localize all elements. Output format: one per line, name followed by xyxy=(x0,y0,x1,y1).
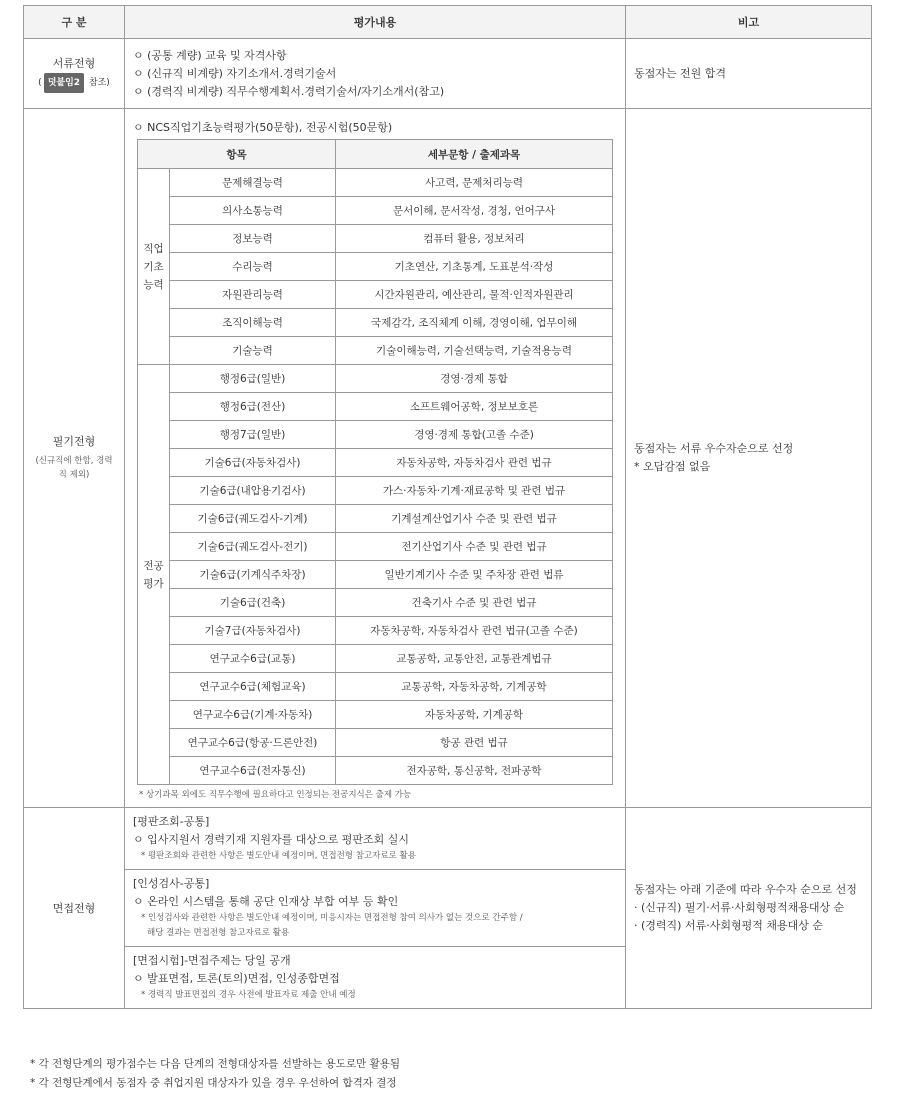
subject-detail: 문서이해, 문서작성, 경청, 언어구사 xyxy=(336,197,613,225)
header-remark: 비고 xyxy=(626,6,872,39)
subject-detail: 국제감각, 조직체계 이해, 경영이해, 업무이해 xyxy=(336,309,613,337)
document-bullet: ㅇ (경력직 비계량) 직무수행계획서.경력기술서/자기소개서(참고) xyxy=(133,84,445,98)
subject-row xyxy=(138,393,613,421)
subject-detail: 가스·자동차·기계·재료공학 및 관련 법규 xyxy=(336,477,613,505)
subject-row xyxy=(138,561,613,589)
exam-subject-table xyxy=(137,139,613,785)
interview-section-note: * 경력직 발표면접의 경우 사전에 발표자료 제출 안내 예정 xyxy=(141,990,356,1000)
subject-detail: 사고력, 문제처리능력 xyxy=(336,169,613,197)
subject-row xyxy=(138,673,613,701)
written-stage-sub: (신규직에 한함, 경력직 제외) xyxy=(35,456,113,480)
subject-item: 연구교수6급(항공·드론안전) xyxy=(170,729,336,757)
subject-item: 기술능력 xyxy=(170,337,336,365)
subject-row xyxy=(138,645,613,673)
interview-section-head: [평판조회-공통] xyxy=(133,815,210,828)
interview-section xyxy=(125,870,625,947)
ref-prefix: ( xyxy=(38,77,42,88)
subject-item: 기술6급(궤도검사-전기) xyxy=(170,533,336,561)
interview-content-cell xyxy=(125,808,626,1009)
interview-stage-cell xyxy=(24,808,125,1009)
written-remark-cell xyxy=(626,109,872,808)
subject-row xyxy=(138,757,613,785)
written-remark-2: * 오답감점 없음 xyxy=(634,460,711,473)
subject-item: 기술7급(자동차검사) xyxy=(170,617,336,645)
subject-row xyxy=(138,225,613,253)
subject-row xyxy=(138,701,613,729)
header-category: 구 분 xyxy=(24,6,125,39)
subject-row xyxy=(138,169,613,197)
subject-item: 기술6급(건축) xyxy=(170,589,336,617)
interview-remark-3: · (경력직) 서류·사회형평적 채용대상 순 xyxy=(634,919,823,932)
major-group-label: 전공 평가 xyxy=(138,365,170,785)
subject-row xyxy=(138,533,613,561)
subject-row xyxy=(138,617,613,645)
subject-item: 기술6급(내압용기검사) xyxy=(170,477,336,505)
subject-item: 연구교수6급(기계·자동차) xyxy=(170,701,336,729)
interview-section-head: [인성검사-공통] xyxy=(133,877,210,890)
subject-header-item: 항목 xyxy=(138,140,336,169)
subject-item: 기술6급(자동차검사) xyxy=(170,449,336,477)
subject-header-detail: 세부문항 / 출제과목 xyxy=(336,140,613,169)
subject-detail: 전기산업기사 수준 및 관련 법규 xyxy=(336,533,613,561)
subject-row xyxy=(138,729,613,757)
subject-detail: 교통공학, 교통안전, 교통관계법규 xyxy=(336,645,613,673)
subject-detail: 컴퓨터 활용, 정보처리 xyxy=(336,225,613,253)
interview-section xyxy=(125,947,625,1008)
subject-item: 수리능력 xyxy=(170,253,336,281)
written-stage-title: 필기전형 xyxy=(52,435,96,448)
subject-item: 연구교수6급(전자통신) xyxy=(170,757,336,785)
written-intro: ㅇ NCS직업기초능력평가(50문항), 전공시험(50문항) xyxy=(133,121,393,134)
subject-row xyxy=(138,253,613,281)
subject-detail: 경영·경제 통합 xyxy=(336,365,613,393)
subject-item: 문제해결능력 xyxy=(170,169,336,197)
subject-detail: 자동차공학, 자동차검사 관련 법규(고졸 수준) xyxy=(336,617,613,645)
subject-item: 조직이해능력 xyxy=(170,309,336,337)
subject-row xyxy=(138,477,613,505)
subject-item: 연구교수6급(교통) xyxy=(170,645,336,673)
subject-item: 기술6급(기계식주차장) xyxy=(170,561,336,589)
document-bullet: ㅇ (공통 계량) 교육 및 자격사항 xyxy=(133,48,287,62)
subject-detail: 경영·경제 통합(고졸 수준) xyxy=(336,421,613,449)
subject-row xyxy=(138,589,613,617)
interview-section-bullet: ㅇ 입사지원서 경력기재 지원자를 대상으로 평판조회 실시 xyxy=(133,833,410,846)
subject-row xyxy=(138,505,613,533)
written-content-cell xyxy=(125,109,626,808)
subject-item: 행정6급(전산) xyxy=(170,393,336,421)
subject-item: 자원관리능력 xyxy=(170,281,336,309)
attachment-badge[interactable]: 덧붙임2 xyxy=(44,73,84,93)
document-stage-title: 서류전형 xyxy=(52,56,96,70)
written-stage-cell xyxy=(24,109,125,808)
interview-section-note: * 인성검사와 관련한 사항은 별도안내 예정이며, 미응시자는 면접전형 참여 의사가 없는 것으로 간주함 / xyxy=(141,913,523,923)
footnote: * 각 전형단계에서 동점자 중 취업지원 대상자가 있을 경우 우선하여 합격자 결정 xyxy=(30,1077,397,1089)
subject-row xyxy=(138,421,613,449)
table-header-row xyxy=(24,6,872,39)
subject-row xyxy=(138,309,613,337)
subject-item: 행정7급(일반) xyxy=(170,421,336,449)
interview-stage-row xyxy=(24,808,872,1009)
document-content-cell xyxy=(125,39,626,109)
document-stage-row xyxy=(24,39,872,109)
written-note: * 상기과목 외에도 직무수행에 필요하다고 인정되는 전공지식은 출제 가능 xyxy=(139,790,412,800)
subject-detail: 일반기계기사 수준 및 주차장 관련 법류 xyxy=(336,561,613,589)
subject-row xyxy=(138,337,613,365)
ncs-group-label: 직업 기초 능력 xyxy=(138,169,170,365)
interview-stage-title: 면접전형 xyxy=(52,902,96,915)
subject-item: 의사소통능력 xyxy=(170,197,336,225)
subject-detail: 건축기사 수준 및 관련 법규 xyxy=(336,589,613,617)
footnote: * 각 전형단계의 평가점수는 다음 단계의 전형대상자를 선발하는 용도로만 활용됨 xyxy=(30,1058,401,1070)
document-stage-cell xyxy=(24,39,125,109)
interview-section-head: [면접시험]-면접주제는 당일 공개 xyxy=(133,954,291,967)
subject-detail: 항공 관련 법규 xyxy=(336,729,613,757)
interview-section-note: 해당 결과는 면접전형 참고자료로 활용 xyxy=(147,928,290,938)
subject-item: 연구교수6급(체험교육) xyxy=(170,673,336,701)
subject-detail: 전자공학, 통신공학, 전파공학 xyxy=(336,757,613,785)
subject-row xyxy=(138,449,613,477)
interview-section-bullet: ㅇ 온라인 시스템을 통해 공단 인재상 부합 여부 등 확인 xyxy=(133,895,399,908)
document-ref xyxy=(24,73,124,93)
written-stage-row xyxy=(24,109,872,808)
interview-section-bullet: ㅇ 발표면접, 토론(토의)면접, 인성종합면접 xyxy=(133,972,340,985)
document-remark: 동점자는 전원 합격 xyxy=(634,66,727,80)
written-remark-1: 동점자는 서류 우수자순으로 선정 xyxy=(634,442,794,455)
subject-item: 기술6급(궤도검사-기계) xyxy=(170,505,336,533)
subject-detail: 시간자원관리, 예산관리, 물적·인적자원관리 xyxy=(336,281,613,309)
subject-item: 행정6급(일반) xyxy=(170,365,336,393)
document-bullet: ㅇ (신규직 비계량) 자기소개서.경력기술서 xyxy=(133,66,337,80)
subject-detail: 자동차공학, 자동차검사 관련 법규 xyxy=(336,449,613,477)
header-content: 평가내용 xyxy=(125,6,626,39)
document-remark-cell xyxy=(626,39,872,109)
subject-detail: 기술이해능력, 기술선택능력, 기술적용능력 xyxy=(336,337,613,365)
subject-item: 정보능력 xyxy=(170,225,336,253)
interview-remark-1: 동점자는 아래 기준에 따라 우수자 순으로 선정 xyxy=(634,883,857,896)
interview-section-note: * 평판조회와 관련한 사항은 별도안내 예정이며, 면접전형 참고자료로 활용 xyxy=(141,851,416,861)
interview-remark-2: · (신규직) 필기·서류·사회형평적채용대상 순 xyxy=(634,901,845,914)
selection-table xyxy=(23,5,872,1009)
subject-row xyxy=(138,281,613,309)
subject-detail: 자동차공학, 기계공학 xyxy=(336,701,613,729)
subject-row xyxy=(138,197,613,225)
subject-detail: 기초연산, 기초통계, 도표분석·작성 xyxy=(336,253,613,281)
subject-detail: 소프트웨어공학, 정보보호론 xyxy=(336,393,613,421)
ref-suffix: 참조) xyxy=(86,77,110,88)
interview-remark-cell xyxy=(626,808,872,1009)
subject-header-row xyxy=(138,140,613,169)
subject-row xyxy=(138,365,613,393)
subject-detail: 교통공학, 자동차공학, 기계공학 xyxy=(336,673,613,701)
subject-detail: 기계설계산업기사 수준 및 관련 법규 xyxy=(336,505,613,533)
interview-section xyxy=(125,808,625,870)
footnotes xyxy=(30,1055,400,1093)
